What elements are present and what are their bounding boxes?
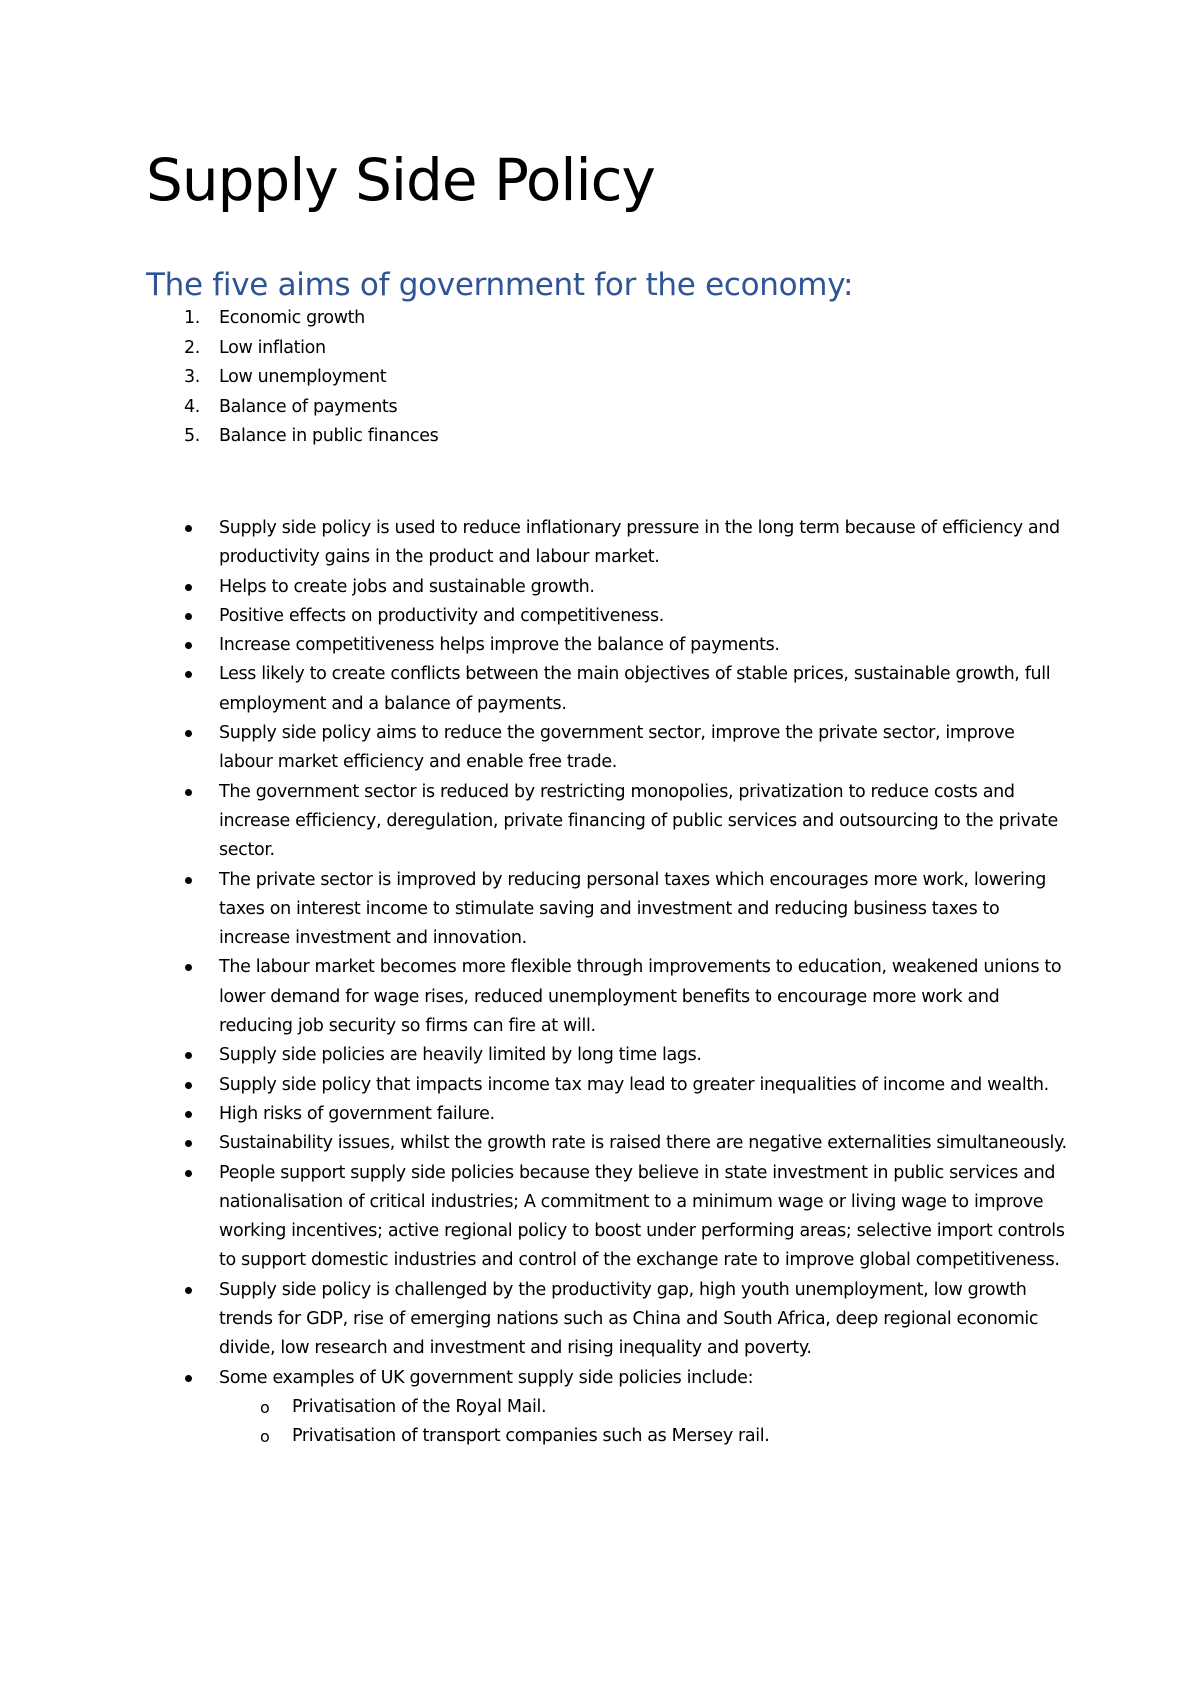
section-heading: The five aims of government for the economy: [146,267,854,303]
bullet-list [0,514,1071,1452]
bullet-text: Supply side policy is used to reduce inflationary pressure in the long term because of efficiency and productivity gains in the product and labour market. [219,518,1060,568]
bullet-item [0,1129,1071,1158]
bullet-item [0,1100,1071,1129]
bullet-text: Less likely to create conflicts between the main objectives of stable prices, sustainable growth, full employment and a balance of payments. [219,664,1051,714]
bullet-icon [185,789,192,796]
bullet-icon [185,1287,192,1294]
circle-bullet-icon: o [260,1427,270,1447]
bullet-icon [185,964,192,971]
bullet-icon [185,642,192,649]
bullet-text: Supply side policies are heavily limited by long time lags. [219,1045,702,1066]
bullet-icon [185,730,192,737]
bullet-text: People support supply side policies because they believe in state investment in public services and nationalisation of critical industries; A commitment to a minimum wage or living wage to improve working incentives; active regional policy to boost under performing areas; selective import controls to support domestic industries and control of the exchange rate to improve global competitiveness. [219,1162,1065,1271]
sub-bullet-text: Privatisation of the Royal Mail. [292,1396,547,1417]
bullet-icon [185,1375,192,1382]
list-number: 2. [184,337,200,358]
bullet-item [0,602,1071,631]
bullet-text: Supply side policy aims to reduce the government sector, improve the private sector, improve labour market efficiency and enable free trade. [219,723,1015,773]
bullet-icon [185,1082,192,1089]
bullet-item [0,1159,1071,1276]
sub-bullet-item [219,1393,1071,1422]
bullet-text: Positive effects on productivity and competitiveness. [219,605,664,626]
list-number: 3. [184,367,200,387]
bullet-icon [185,1111,192,1118]
bullet-icon [185,525,192,532]
bullet-text: The government sector is reduced by restricting monopolies, privatization to reduce costs and increase efficiency, deregulation, private financing of public services and outsourcing to the private sector. [219,781,1058,861]
list-number: 5. [184,426,200,446]
bullet-icon [185,1170,192,1177]
bullet-item [0,778,1071,866]
list-item-text: Balance of payments [219,396,398,417]
list-number: 1. [184,308,200,328]
bullet-text: Some examples of UK government supply side policies include: [219,1367,754,1388]
list-item-text: Economic growth [219,308,365,328]
circle-bullet-icon: o [260,1397,270,1417]
bullet-text: The private sector is improved by reducing personal taxes which encourages more work, lowering taxes on interest income to stimulate saving and investment and reducing business taxes to increase investment and innovation. [219,869,1046,949]
bullet-icon [185,877,192,884]
bullet-item [0,514,1071,573]
bullet-icon [185,1140,192,1147]
bullet-item [0,631,1071,660]
bullet-item [0,1276,1071,1364]
bullet-text: Helps to create jobs and sustainable growth. [219,576,595,597]
bullet-item [0,719,1071,778]
list-item-text: Low unemployment [219,367,387,387]
bullet-item [0,953,1071,1041]
list-item-text: Low inflation [219,337,326,358]
bullet-icon [185,1052,192,1059]
bullet-item [0,660,1071,719]
bullet-item [0,573,1071,602]
page-title: Supply Side Policy [146,146,655,214]
bullet-icon [185,613,192,620]
list-number: 4. [184,396,200,417]
bullet-item [0,1364,1071,1452]
bullet-item [0,1071,1071,1100]
bullet-text: Sustainability issues, whilst the growth rate is raised there are negative externalities simultaneously. [219,1133,1067,1154]
bullet-icon [185,671,192,678]
bullet-text: The labour market becomes more flexible through improvements to education, weakened unions to lower demand for wage rises, reduced unemployment benefits to encourage more work and reducing job security so firms can fire at will. [219,957,1062,1037]
bullet-text: Supply side policy is challenged by the productivity gap, high youth unemployment, low growth trends for GDP, rise of emerging nations such as China and South Africa, deep regional economic divide, low research and investment and rising inequality and poverty. [219,1279,1039,1359]
bullet-text: High risks of government failure. [219,1103,495,1124]
sub-bullet-text: Privatisation of transport companies such as Mersey rail. [292,1426,770,1447]
sub-bullet-item [219,1422,1071,1451]
list-item-text: Balance in public finances [219,426,439,446]
sub-bullet-list [219,1393,1071,1452]
bullet-icon [185,584,192,591]
bullet-text: Supply side policy that impacts income tax may lead to greater inequalities of income and wealth. [219,1074,1049,1095]
bullet-item [0,1041,1071,1070]
bullet-item [0,866,1071,954]
bullet-text: Increase competitiveness helps improve the balance of payments. [219,635,780,656]
